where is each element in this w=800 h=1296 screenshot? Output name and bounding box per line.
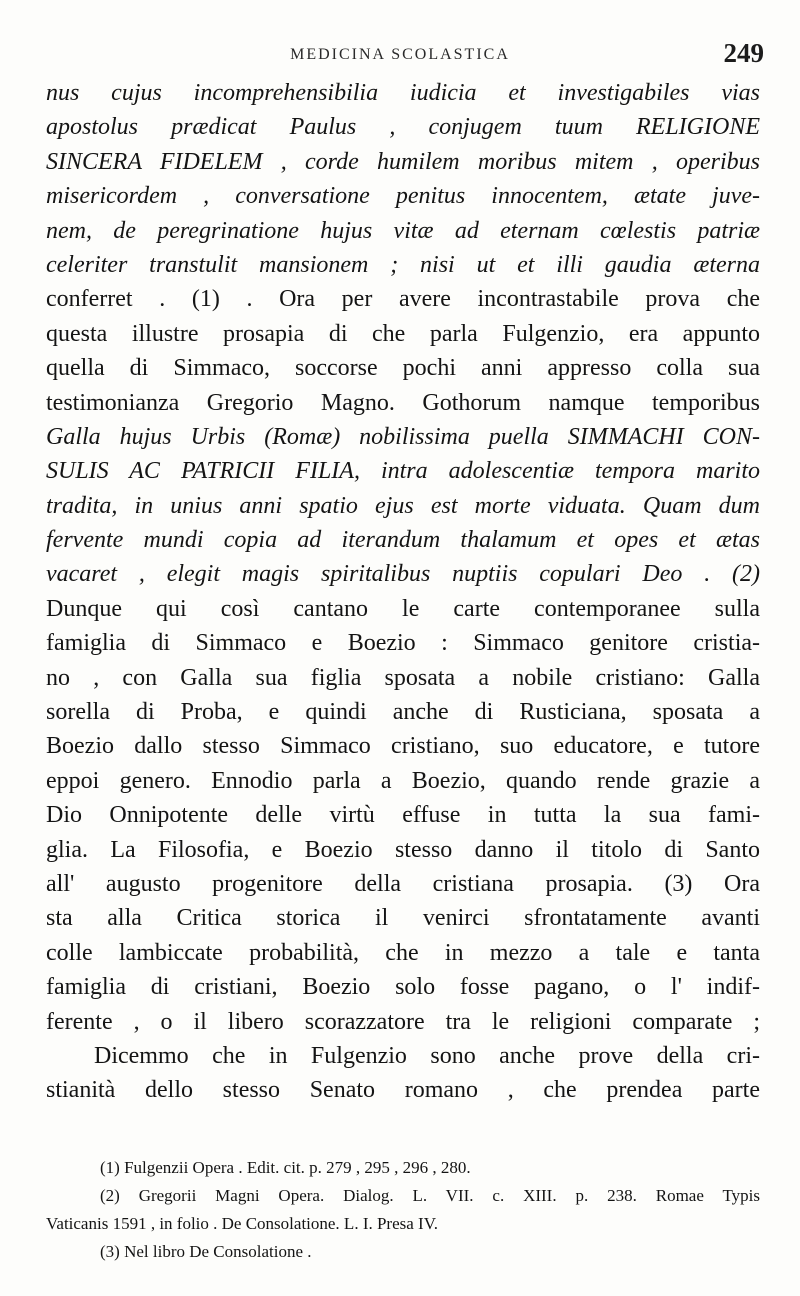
text-line: testimonianza Gregorio Magno. Gothorum namque temporibus	[46, 389, 760, 416]
footnote: (3) Nel libro De Consolatione .	[100, 1242, 312, 1261]
text-line: SULIS AC PATRICII FILIA, intra adolescentiæ tempora marito	[46, 458, 760, 485]
text-line: nem, de peregrinatione hujus vitæ ad eternam cœlestis patriæ	[46, 217, 760, 244]
text-line: Dunque qui così cantano le carte contemporanee sulla	[46, 595, 760, 622]
text-line: no , con Galla sua figlia sposata a nobile cristiano: Galla	[46, 664, 760, 691]
running-title: MEDICINA SCOLASTICA	[290, 46, 510, 63]
page-number: 249	[723, 38, 764, 68]
text-line: ferente , o il libero scorazzatore tra le religioni comparate ;	[46, 1008, 760, 1035]
text-line: Dio Onnipotente delle virtù effuse in tutta la sua fami-	[46, 802, 760, 829]
text-line: conferret . (1) . Ora per avere incontrastabile prova che	[46, 286, 760, 313]
text-line: SINCERA FIDELEM , corde humilem moribus mitem , operibus	[46, 148, 760, 175]
text-line: celeriter transtulit mansionem ; nisi ut et illi gaudia æterna	[46, 251, 760, 278]
text-line: Galla hujus Urbis (Romæ) nobilissima puella SIMMACHI CON-	[46, 423, 760, 450]
text-line: quella di Simmaco, soccorse pochi anni appresso colla sua	[46, 355, 760, 382]
text-line: all' augusto progenitore della cristiana prosapia. (3) Ora	[46, 870, 760, 897]
text-line: tradita, in unius anni spatio ejus est morte viduata. Quam dum	[46, 492, 760, 519]
text-line: vacaret , elegit magis spiritalibus nuptiis copulari Deo . (2)	[46, 561, 760, 588]
footnote: (2) Gregorii Magni Opera. Dialog. L. VII. c. XIII. p. 238. Romae Typis	[100, 1186, 760, 1205]
footnotes	[46, 1154, 760, 1266]
text-line: stianità dello stesso Senato romano , che prendea parte	[46, 1077, 760, 1104]
page-header	[0, 38, 800, 74]
text-line: questa illustre prosapia di che parla Fulgenzio, era appunto	[46, 320, 760, 347]
text-line: nus cujus incomprehensibilia iudicia et investigabiles vias	[46, 80, 760, 106]
text-line: glia. La Filosofia, e Boezio stesso danno il titolo di Santo	[46, 836, 760, 863]
text-line: misericordem , conversatione penitus innocentem, ætate juve-	[46, 183, 760, 210]
text-line: Dicemmo che in Fulgenzio sono anche prove della cri-	[94, 1042, 760, 1069]
text-line: famiglia di Simmaco e Boezio : Simmaco genitore cristia-	[46, 630, 760, 657]
body-text	[46, 76, 760, 1108]
text-line: sorella di Proba, e quindi anche di Rusticiana, sposata a	[46, 699, 760, 726]
text-line: apostolus prædicat Paulus , conjugem tuum RELIGIONE	[46, 114, 760, 141]
text-line: Boezio dallo stesso Simmaco cristiano, suo educatore, e tutore	[46, 733, 760, 760]
text-line: fervente mundi copia ad iterandum thalamum et opes et ætas	[46, 527, 760, 554]
text-line: colle lambiccate probabilità, che in mezzo a tale e tanta	[46, 939, 760, 966]
footnote: (1) Fulgenzii Opera . Edit. cit. p. 279 , 295 , 296 , 280.	[100, 1158, 471, 1177]
text-line: sta alla Critica storica il venirci sfrontatamente avanti	[46, 905, 760, 932]
footnote: Vaticanis 1591 , in folio . De Consolatione. L. I. Presa IV.	[46, 1214, 439, 1233]
text-line: eppoi genero. Ennodio parla a Boezio, quando rende grazie a	[46, 767, 760, 794]
text-line: famiglia di cristiani, Boezio solo fosse pagano, o l' indif-	[46, 974, 760, 1001]
